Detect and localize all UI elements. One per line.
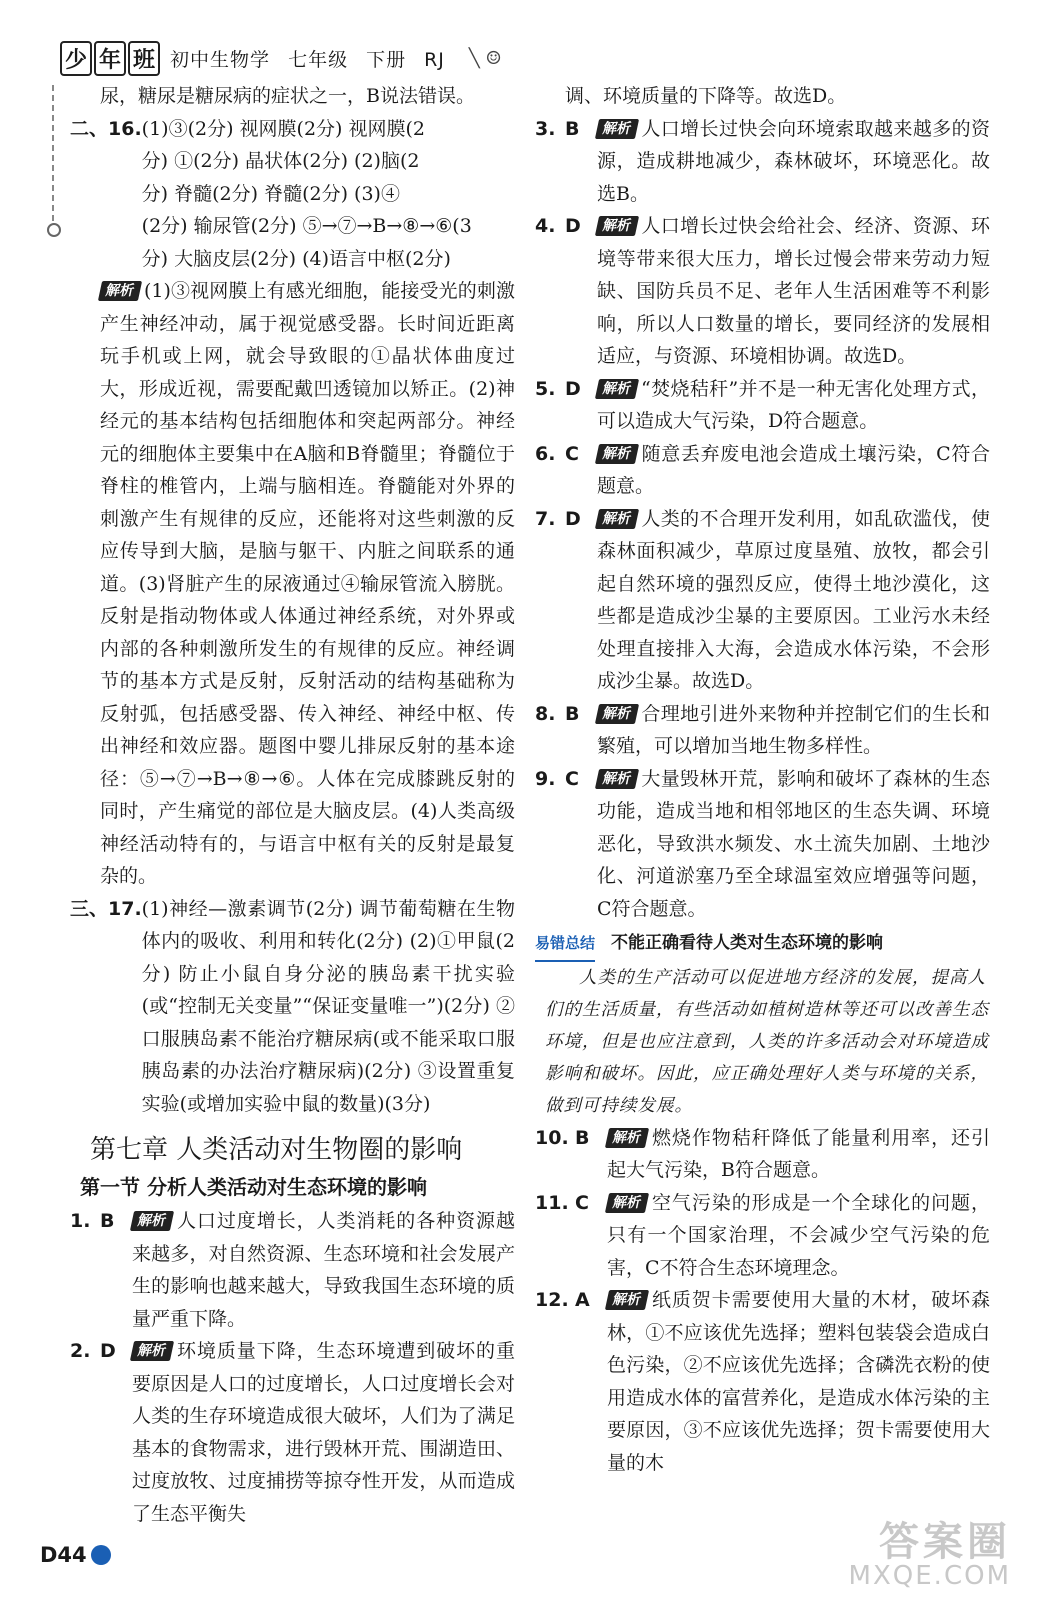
answer-line: (1)③(2分) 视网膜(2分) 视网膜(2 <box>141 117 425 140</box>
answer-item <box>70 1205 515 1335</box>
analysis-text: 随意丢弃废电池会造成土壤污染，C符合题意。 <box>597 442 990 497</box>
answer-item <box>535 1187 990 1285</box>
analysis <box>607 1122 990 1187</box>
answer-item <box>70 1335 515 1530</box>
analysis-16 <box>70 275 515 893</box>
answer-letter: C <box>565 767 579 790</box>
analysis <box>597 113 990 211</box>
analysis-tag: 解析 <box>595 444 639 464</box>
left-column <box>70 80 515 1530</box>
analysis-tag: 解析 <box>595 379 639 399</box>
analysis <box>597 503 990 698</box>
question-number: 6. <box>535 442 556 465</box>
question-number: 2. <box>70 1340 91 1362</box>
watermark-url: MXQE.COM <box>848 1561 1011 1591</box>
binder-decoration <box>50 85 56 255</box>
subject: 初中生物学 <box>170 48 271 71</box>
edition: RJ <box>424 48 445 71</box>
answer-letter: B <box>100 1210 115 1232</box>
answer-item <box>535 438 990 503</box>
volume: 下册 <box>366 48 407 71</box>
question-number: 11. <box>535 1191 569 1214</box>
page-number: D44 <box>40 1543 87 1567</box>
analysis-tag: 解析 <box>130 1211 174 1231</box>
brand-char: 年 <box>94 41 126 76</box>
binder-line <box>52 85 54 225</box>
analysis-tag: 解析 <box>98 281 142 301</box>
question-16 <box>70 113 515 276</box>
page-footer <box>40 1543 111 1567</box>
question-17 <box>70 893 515 1121</box>
analysis-tag: 解析 <box>595 509 639 529</box>
answer-item <box>535 503 990 698</box>
answer-item <box>535 373 990 438</box>
answer-line: (2分) 输尿管(2分) ⑤→⑦→B→⑧→⑥(3 <box>141 215 472 237</box>
brand-char: 班 <box>128 41 160 76</box>
decoration-icon: ╲ ☺ <box>468 47 502 69</box>
answer-letter: D <box>565 377 581 400</box>
analysis-text: 人口过度增长，人类消耗的各种资源越来越多，对自然资源、生态环境和社会发展产生的影响也越来越大，导致我国生态环境的质量严重下降。 <box>132 1210 515 1330</box>
answer-letter: C <box>565 442 579 465</box>
analysis-tag: 解析 <box>605 1193 649 1213</box>
analysis <box>597 698 990 763</box>
error-summary-badge: 易错总结 <box>535 927 595 962</box>
question-number: 10. <box>535 1126 569 1149</box>
analysis <box>597 373 990 438</box>
analysis-text: “焚烧秸秆”并不是一种无害化处理方式，可以造成大气污染，D符合题意。 <box>597 377 990 432</box>
answer-letter: B <box>565 117 580 140</box>
analysis-text: 合理地引进外来物种并控制它们的生长和繁殖，可以增加当地生物多样性。 <box>597 702 990 757</box>
analysis-tag: 解析 <box>595 216 639 236</box>
analysis-text: 人口增长过快会给社会、经济、资源、环境等带来很大压力，增长过慢会带来劳动力短缺、国防兵员不足、老年人生活困难等不利影响，所以人口数量的增长，要同经济的发展相适应，与资源、环境相协调。故选D。 <box>597 215 990 367</box>
question-number: 9. <box>535 767 556 790</box>
answer-item <box>535 210 990 373</box>
analysis-text: 燃烧作物秸秆降低了能量利用率，还引起大气污染，B符合题意。 <box>607 1126 990 1181</box>
answer-letter: B <box>565 702 580 725</box>
answer-letter: C <box>575 1191 589 1214</box>
answer-item <box>535 698 990 763</box>
analysis-text: 大量毁林开荒，影响和破坏了森林的生态功能，造成当地和相邻地区的生态失调、环境恶化，导致洪水频发、水土流失加剧、土地沙化、河道淤塞乃至全球温室效应增强等问题，C符合题意。 <box>597 767 990 920</box>
answer-line: 分) 脊髓(2分) 脊髓(2分) (3)④ <box>141 182 400 205</box>
answer-letter: D <box>100 1340 116 1362</box>
error-summary-header <box>535 927 990 962</box>
answer-item <box>535 113 990 211</box>
page-dot-icon <box>91 1545 111 1565</box>
answer-letter: B <box>575 1126 590 1149</box>
answer-letter: D <box>565 507 581 530</box>
page-header <box>60 38 660 78</box>
analysis-text: 人口增长过快会向环境索取越来越多的资源，造成耕地减少，森林破坏，环境恶化。故选B。 <box>597 117 990 205</box>
analysis <box>597 438 990 503</box>
watermark-text: 答案圈 <box>879 1519 1011 1565</box>
question-number: 3. <box>535 117 556 140</box>
analysis-tag: 解析 <box>595 769 639 789</box>
analysis <box>132 1205 515 1335</box>
analysis-tag: 解析 <box>595 704 639 724</box>
binder-hook-icon <box>47 223 61 237</box>
watermark <box>849 1510 1011 1591</box>
analysis <box>132 1335 515 1530</box>
answer-letter: A <box>575 1289 590 1311</box>
analysis-tag: 解析 <box>130 1341 174 1361</box>
question-number: 4. <box>535 215 556 237</box>
brand-logo <box>60 41 160 76</box>
continued-text: 尿，糖尿是糖尿病的症状之一，B说法错误。 <box>100 85 475 107</box>
book-title <box>170 45 463 72</box>
chapter-title: 第七章 人类活动对生物圈的影响 <box>90 1135 463 1165</box>
answer-item <box>535 1284 990 1479</box>
analysis-tag: 解析 <box>605 1128 649 1148</box>
answer-text: (1)神经—激素调节(2分) 调节葡萄糖在生物体内的吸收、利用和转化(2分) (2)①甲鼠(2分) 防止小鼠自身分泌的胰岛素干扰实验(或“控制无关变量”“保证变量唯一”)(2分) ②口服胰岛素不能治疗糖尿病(或不能采取口服胰岛素的办法治疗糖尿病)(2分) ③设置重复实验(或增加实验中鼠的数量)(3分) <box>141 897 515 1115</box>
question-number: 5. <box>535 377 556 400</box>
answer-letter: D <box>565 215 581 237</box>
answer-item <box>535 763 990 926</box>
analysis-tag: 解析 <box>605 1290 649 1310</box>
brand-char: 少 <box>60 41 92 76</box>
question-number: 1. <box>70 1210 91 1232</box>
question-number: 12. <box>535 1289 569 1311</box>
question-number: 三、17. <box>70 897 142 920</box>
answer-block <box>142 113 515 276</box>
analysis-text: 空气污染的形成是一个全球化的问题，只有一个国家治理，不会减少空气污染的危害，C不符合生态环境理念。 <box>607 1191 990 1279</box>
question-number: 7. <box>535 507 556 530</box>
right-column <box>535 80 990 1479</box>
error-summary-body: 人类的生产活动可以促进地方经济的发展，提高人们的生活质量，有些活动如植树造林等还可以改善生态环境，但是也应注意到，人类的许多活动会对环境造成影响和破坏。因此，应正确处理好人类与环境的关系，做到可持续发展。 <box>545 967 989 1116</box>
continued-text: 调、环境质量的下降等。故选D。 <box>565 85 847 107</box>
analysis <box>607 1187 990 1285</box>
analysis <box>597 210 990 373</box>
analysis-tag: 解析 <box>595 119 639 139</box>
grade: 七年级 <box>288 48 349 71</box>
answer-line: 分) ①(2分) 晶状体(2分) (2)脑(2 <box>141 150 420 172</box>
section-title: 第一节 分析人类活动对生态环境的影响 <box>80 1174 427 1199</box>
analysis-text: 纸质贺卡需要使用大量的木材，破坏森林，①不应该优先选择；塑料包装袋会造成白色污染，②不应该优先选择；含磷洗衣粉的使用造成水体的富营养化，是造成水体污染的主要原因，③不应该优先选择；贺卡需要使用大量的木 <box>607 1289 990 1474</box>
analysis-text: 环境质量下降，生态环境遭到破坏的重要原因是人口的过度增长，人口过度增长会对人类的生存环境造成很大破坏，人们为了满足基本的食物需求，进行毁林开荒、围湖造田、过度放牧、过度捕捞等掠夺性开发，从而造成了生态平衡失 <box>132 1340 515 1525</box>
answer-item <box>535 1122 990 1187</box>
question-number: 8. <box>535 702 556 725</box>
question-number: 二、16. <box>70 117 142 140</box>
analysis-text: 人类的不合理开发利用，如乱砍滥伐，使森林面积减少，草原过度垦殖、放牧，都会引起自然环境的强烈反应，使得土地沙漠化，这些都是造成沙尘暴的主要原因。工业污水未经处理直接排入大海，会造成水体污染，不会形成沙尘暴。故选D。 <box>597 507 990 692</box>
error-summary-title: 不能正确看待人类对生态环境的影响 <box>611 933 884 953</box>
analysis <box>597 763 990 926</box>
answer-line: 分) 大脑皮层(2分) (4)语言中枢(2分) <box>141 247 451 270</box>
analysis <box>607 1284 990 1479</box>
analysis-text: (1)③视网膜上有感光细胞，能接受光的刺激产生神经冲动，属于视觉感受器。长时间近距离玩手机或上网，就会导致眼的①晶状体曲度过大，形成近视，需要配戴凹透镜加以矫正。(2)神经元的基本结构包括细胞体和突起两部分。神经元的细胞体主要集中在A脑和B脊髓里；脊髓位于脊柱的椎管内，上端与脑相连。脊髓能对外界的刺激产生有规律的反应，还能将对这些刺激的反应传导到大脑，是脑与躯干、内脏之间联系的通道。(3)肾脏产生的尿液通过④输尿管流入膀胱。反射是指动物体或人体通过神经系统，对外界或内部的各种刺激所发生的有规律的反应。神经调节的基本方式是反射，反射活动的结构基础称为反射弧，包括感受器、传入神经、神经中枢、传出神经和效应器。题图中婴儿排尿反射的基本途径：⑤→⑦→B→⑧→⑥。人体在完成膝跳反射的同时，产生痛觉的部位是大脑皮层。(4)人类高级神经活动特有的，与语言中枢有关的反射是最复杂的。 <box>100 280 515 887</box>
